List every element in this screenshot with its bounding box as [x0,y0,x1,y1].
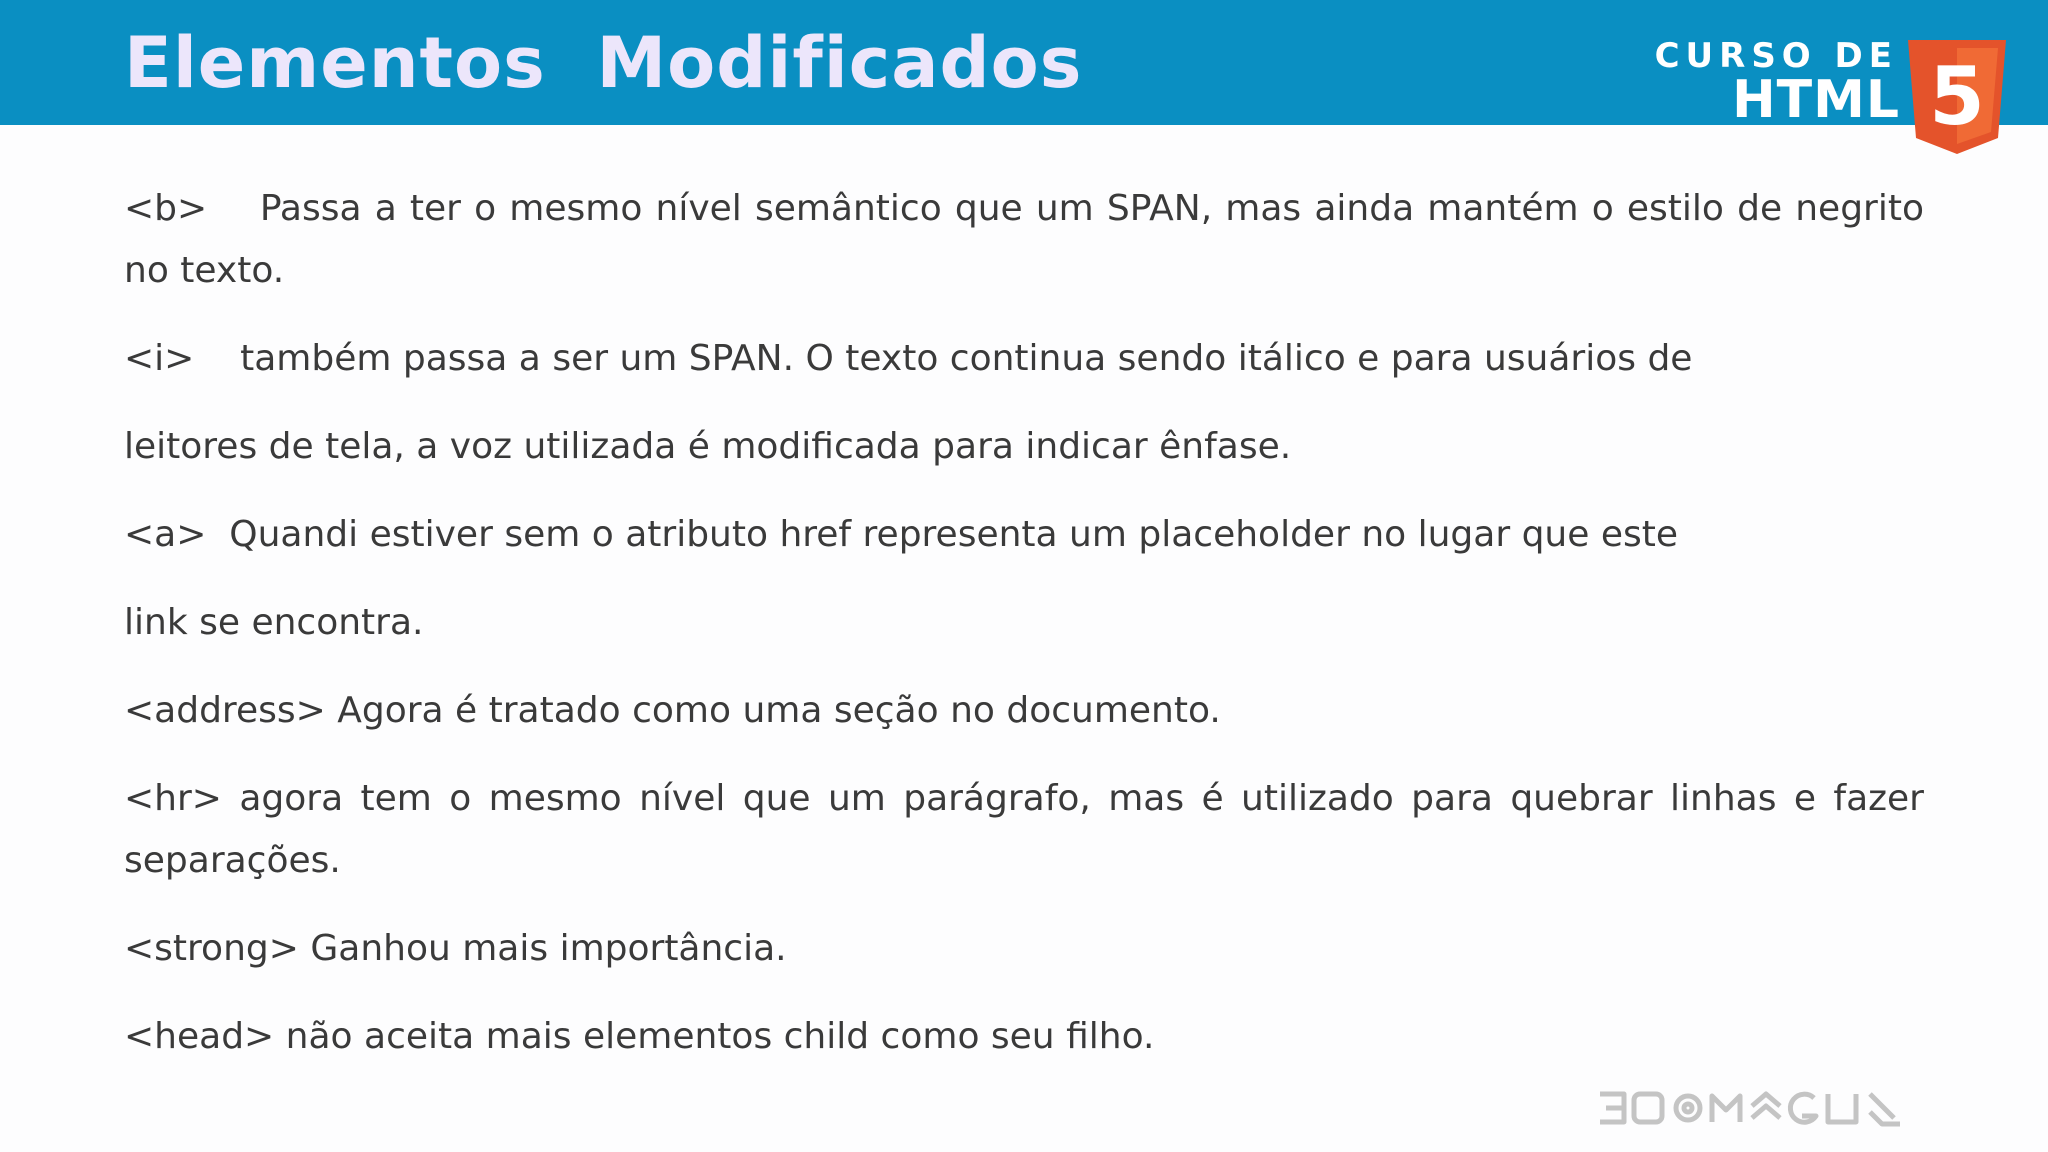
title-bar [0,0,2048,143]
course-brand [1648,32,2008,162]
item-text: Quandi estiver sem o atributo href representa um placeholder no lugar que este [229,514,1678,555]
list-item [124,178,1924,302]
html5-shield-icon [1906,38,2008,156]
brand-curso-de: CURSO DE [1654,36,1898,76]
item-text: não aceita mais elementos child como seu filho. [285,1016,1155,1057]
tag-label: <address> [124,690,326,731]
tag-label: <a> [124,514,207,555]
list-item [124,592,1924,654]
item-text: leitores de tela, a voz utilizada é modificada para indicar ênfase. [124,426,1292,467]
list-item [124,918,1924,980]
item-text: link se encontra. [124,602,424,643]
slide-title: Elementos Modificados [124,22,1083,104]
list-item [124,1006,1924,1068]
tag-label: <strong> [124,928,299,969]
item-text: também passa a ser um SPAN. O texto continua sendo itálico e para usuários de [240,338,1693,379]
list-item [124,416,1924,478]
list-item [124,328,1924,390]
tag-label: <head> [124,1016,275,1057]
item-text: Ganhou mais importância. [310,928,787,969]
list-item [124,768,1924,892]
slide-body [124,178,1924,1068]
tag-label: <b> [124,188,208,229]
shield-number: 5 [1929,50,1985,143]
watermark-logo-icon [1596,1082,1976,1134]
item-text: Agora é tratado como uma seção no documento. [337,690,1221,731]
list-item [124,680,1924,742]
brand-html: HTML [1732,70,1900,130]
item-text: Passa a ter o mesmo nível semântico que um SPAN, mas ainda mantém o estilo de negrito no texto. [124,188,1925,291]
list-item [124,504,1924,566]
tag-label: <i> [124,338,195,379]
item-text: agora tem o mesmo nível que um parágrafo, mas é utilizado para quebrar linhas e fazer separações. [124,778,1924,881]
tag-label: <hr> [124,778,222,819]
